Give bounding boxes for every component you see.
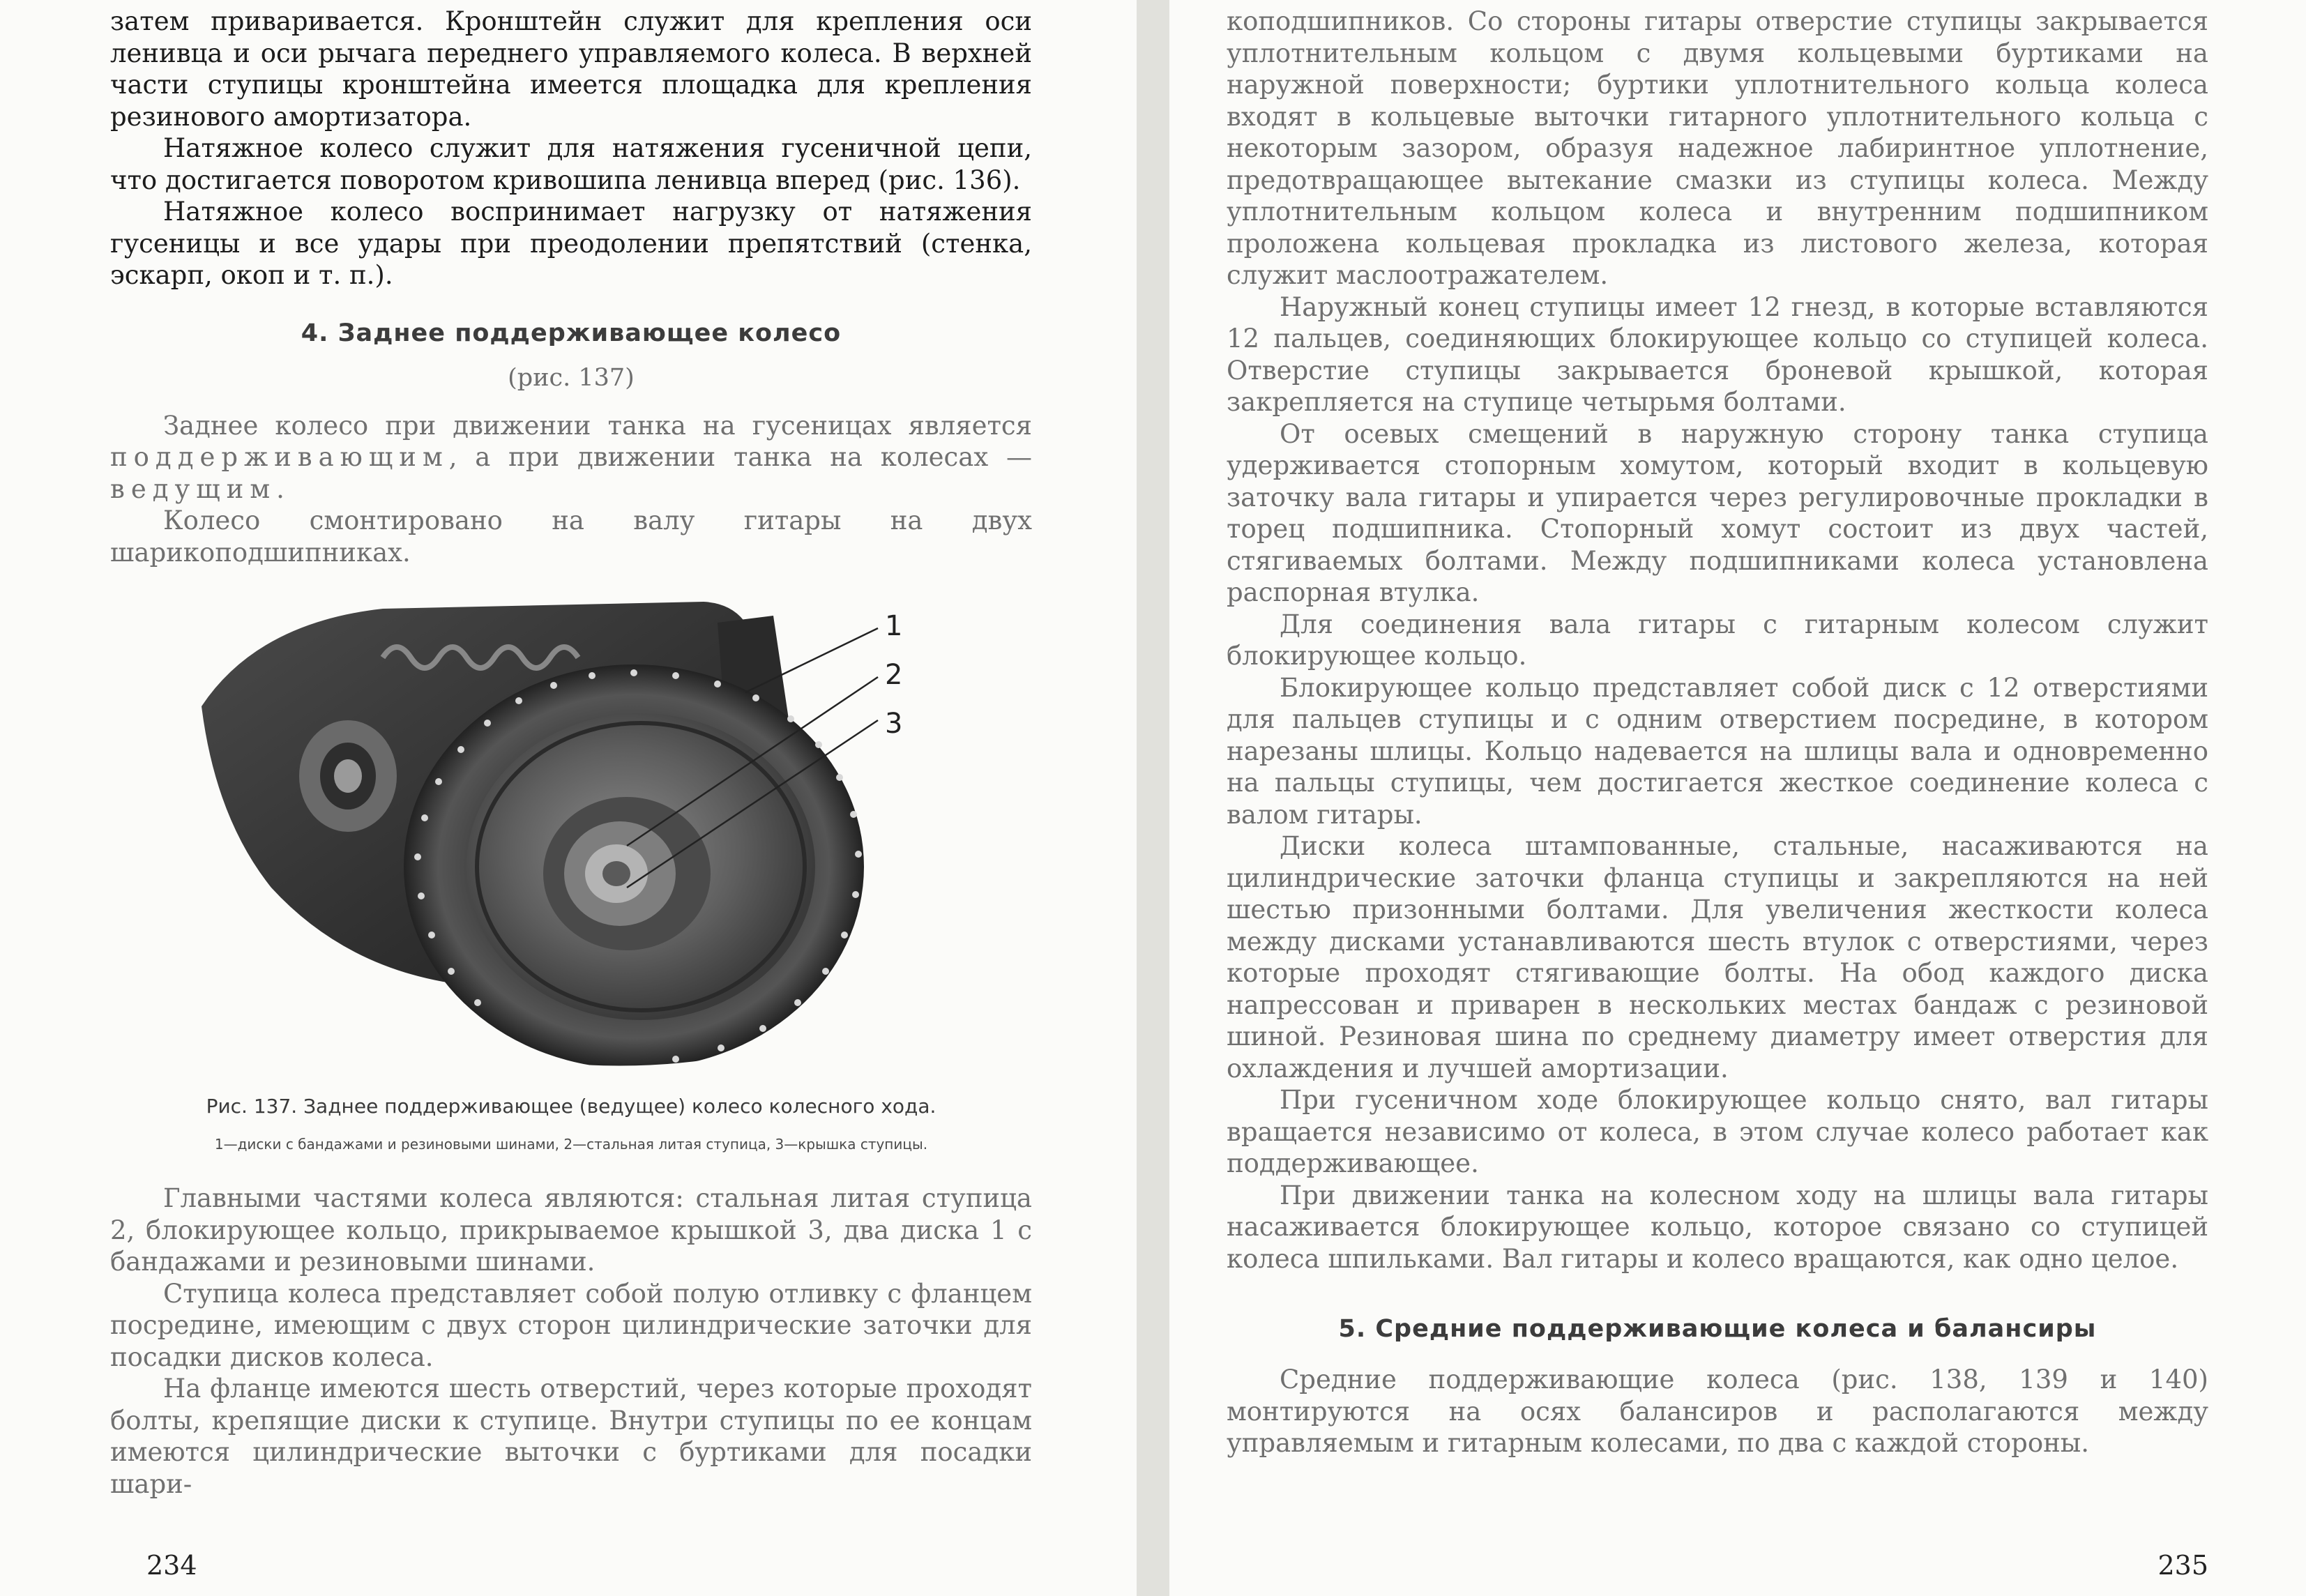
section-figure-reference: (рис. 137) [508,363,635,392]
book-gutter [1137,0,1169,1596]
callout-label: 2 [885,659,903,691]
figure-caption: Рис. 137. Заднее поддерживающее (ведущее) колесо колесного хода. [206,1095,936,1118]
paragraph: Ступица колеса представляет собой полую отливку с фланцем посредине, имеющим с двух сторон цилиндрические заточки для посадки дисков колеса. [110,1278,1032,1372]
intro-text-1: Заднее колесо при движении танка на гусеницах является [163,410,1032,441]
paragraph: Наружный конец ступицы имеет 12 гнезд, в которые вставляются 12 пальцев, соединяющих блокирующее кольцо со ступицей колеса. Отверстие ступицы закрывается броневой крышкой, которая закрепляется на ступице четырьмя болтами. [1227,291,2208,417]
right-page [1169,0,2306,1596]
callout-label: 3 [885,708,903,740]
paragraph-intro [110,410,1032,506]
paragraph: затем приваривается. Кронштейн служит для крепления оси ленивца и оси рычага переднего управляемого колеса. В верхней части ступицы кронштейна имеется площадка для крепления резинового амортизатора. [110,6,1032,132]
left-bottom-text [110,1183,1032,1500]
paragraph: Диски колеса штампованные, стальные, насаживаются на цилиндрические заточки фланца ступицы и закрепляются на ней шестью призонными болтами. Для увеличения жесткости колеса между дисками устанавливаются шесть втулок с отверстиями, через которые проходят стягивающие болты. На обод каждого диска напрессован и приварен в нескольких местах бандаж с резиновой шиной. Резиновая шина по среднему диаметру имеет отверстия для охлаждения и лучшей амортизации. [1227,831,2208,1084]
intro-text-2: , а при движении танка на колесах — [448,442,1032,472]
paragraph: Колесо смонтировано на валу гитары на двух шарикоподшипниках. [110,506,1032,568]
paragraph: При гусеничном ходе блокирующее кольцо снято, вал гитары вращается независимо от колеса, в этом случае колесо работает как поддерживающее. [1227,1085,2208,1178]
section-title: 5. Средние поддерживающие колеса и балансиры [1338,1315,2097,1343]
intro-emphasis-2: ведущим [110,473,277,504]
page-number: 235 [2157,1550,2208,1581]
page-number: 234 [146,1550,197,1581]
intro-emphasis-1: поддерживающим [110,442,449,472]
paragraph: Главными частями колеса являются: стальная литая ступица 2, блокирующее кольцо, прикрываемое крышкой 3, два диска 1 с бандажами и резиновыми шинами. [110,1183,1032,1277]
paragraph: Средние поддерживающие колеса (рис. 138, 139 и 140) монтируются на осях балансиров и располагаются между управляемым и гитарным колесами, по два с каждой стороны. [1227,1365,2208,1458]
paragraph: При движении танка на колесном ходу на шлицы вала гитары насаживается блокирующее кольцо, которое связано со ступицей колеса шпильками. Вал гитары и колесо вращаются, как одно целое. [1227,1180,2208,1274]
right-text [1227,0,2208,1275]
section-title: 4. Заднее поддерживающее колесо [301,319,842,347]
right-section-text [1227,1364,2208,1459]
left-top-text [110,0,1032,291]
paragraph: Для соединения вала гитары с гитарным колесом служит блокирующее кольцо. [1227,609,2208,671]
figure-137 [110,595,1032,1155]
paragraph: коподшипников. Со стороны гитары отверстие ступицы закрывается уплотнительным кольцом с двумя кольцевыми буртиками на наружной поверхности; буртики уплотнительного кольца колеса входят в кольцевые выточки гитарного уплотнительного кольца с некоторым зазором, образуя надежное лабиринтное уплотнение, предотвращающее вытекание смазки из ступицы колеса. Между уплотнительным кольцом колеса и внутренним подшипником проложена кольцевая прокладка из листового железа, которая служит маслоотражателем. [1227,6,2208,290]
intro-text-3: . [276,473,285,504]
paragraph: От осевых смещений в наружную сторону танка ступица удерживается стопорным хомутом, который входит в кольцевую заточку вала гитары и упирается через регулировочные прокладки в торец подшипника. Стопорный хомут состоит из двух частей, стягиваемых болтами. Между подшипниками колеса установлена распорная втулка. [1227,418,2208,607]
wheel-photo [174,595,969,1069]
paragraph: Блокирующее кольцо представляет собой диск с 12 отверстиями для пальцев ступицы и с одним отверстием посредине, в котором нарезаны шлицы. Кольцо надевается на шлицы вала и одновременно на пальцы ступицы, чем достигается жесткое соединение колеса с валом гитары. [1227,672,2208,830]
left-intro-text [110,410,1032,569]
paragraph: Натяжное колесо воспринимает нагрузку от натяжения гусеницы и все удары при преодолении препятствий (стенка, эскарп, окоп и т. п.). [110,197,1032,290]
left-page [0,0,1137,1596]
paragraph: Натяжное колесо служит для натяжения гусеничной цепи, что достигается поворотом кривошипа ленивца вперед (рис. 136). [110,133,1032,195]
paragraph: На фланце имеются шесть отверстий, через которые проходят болты, крепящие диски к ступице. Внутри ступицы по ее концам имеются цилиндрические выточки с буртиками для посадки шари- [110,1374,1032,1499]
callout-label: 1 [885,610,903,642]
figure-legend: 1—диски с бандажами и резиновыми шинами, 2—стальная литая ступица, 3—крышка ступицы. [214,1136,928,1153]
